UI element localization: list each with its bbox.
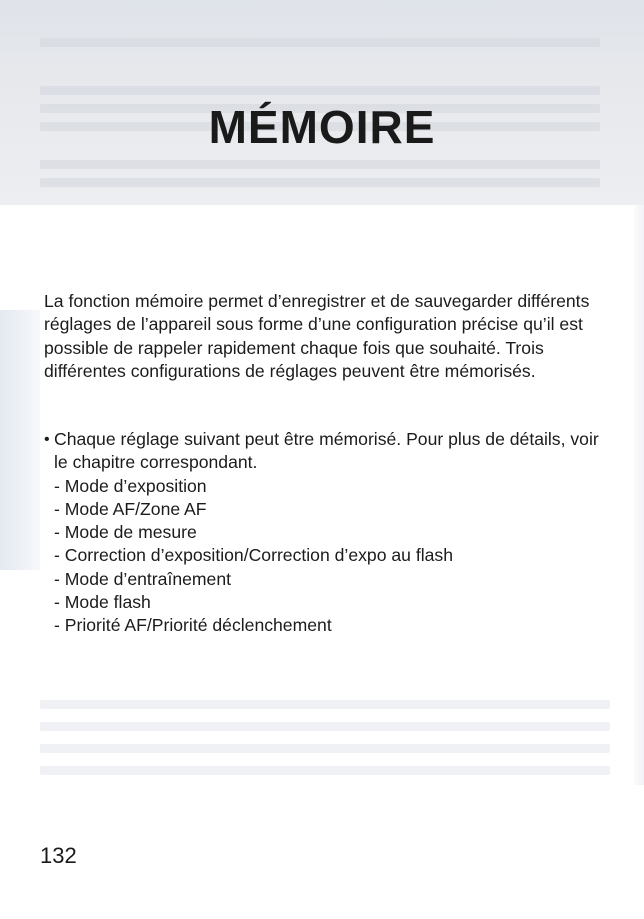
list-item: - Mode d’entraînement <box>54 568 232 589</box>
page-title: MÉMOIRE <box>208 101 436 153</box>
list-item: - Priorité AF/Priorité déclenchement <box>54 615 332 636</box>
list-item: - Correction d’exposition/Correction d’expo au flash <box>54 545 453 566</box>
show-through-line <box>40 722 610 731</box>
bullet-dot: • <box>44 431 50 448</box>
show-through-line <box>40 744 610 753</box>
intro-paragraph: La fonction mémoire permet d’enregistrer et de sauvegarder différents réglages de l’appareil sous forme d’une configuration précise qu’il est possible de rappeler rapidement chaque fois que souhaité. Trois différentes configurations de réglages peuvent être mémorisés. <box>44 291 590 381</box>
bullet-line <box>44 428 614 475</box>
list-item: - Mode AF/Zone AF <box>54 498 207 519</box>
show-through-line <box>40 766 610 775</box>
list-item: - Mode de mesure <box>54 522 197 543</box>
list-item: - Mode d’exposition <box>54 475 207 496</box>
list-item: - Mode flash <box>54 592 151 613</box>
settings-list <box>44 475 614 638</box>
show-through-left <box>0 310 40 570</box>
page-edge <box>634 205 644 785</box>
bullet-section <box>44 428 614 638</box>
bullet-text: Chaque réglage suivant peut être mémorisé. Pour plus de détails, voir le chapitre correspondant. <box>54 429 599 473</box>
page-number: 132 <box>40 843 77 868</box>
show-through-line <box>40 700 610 709</box>
